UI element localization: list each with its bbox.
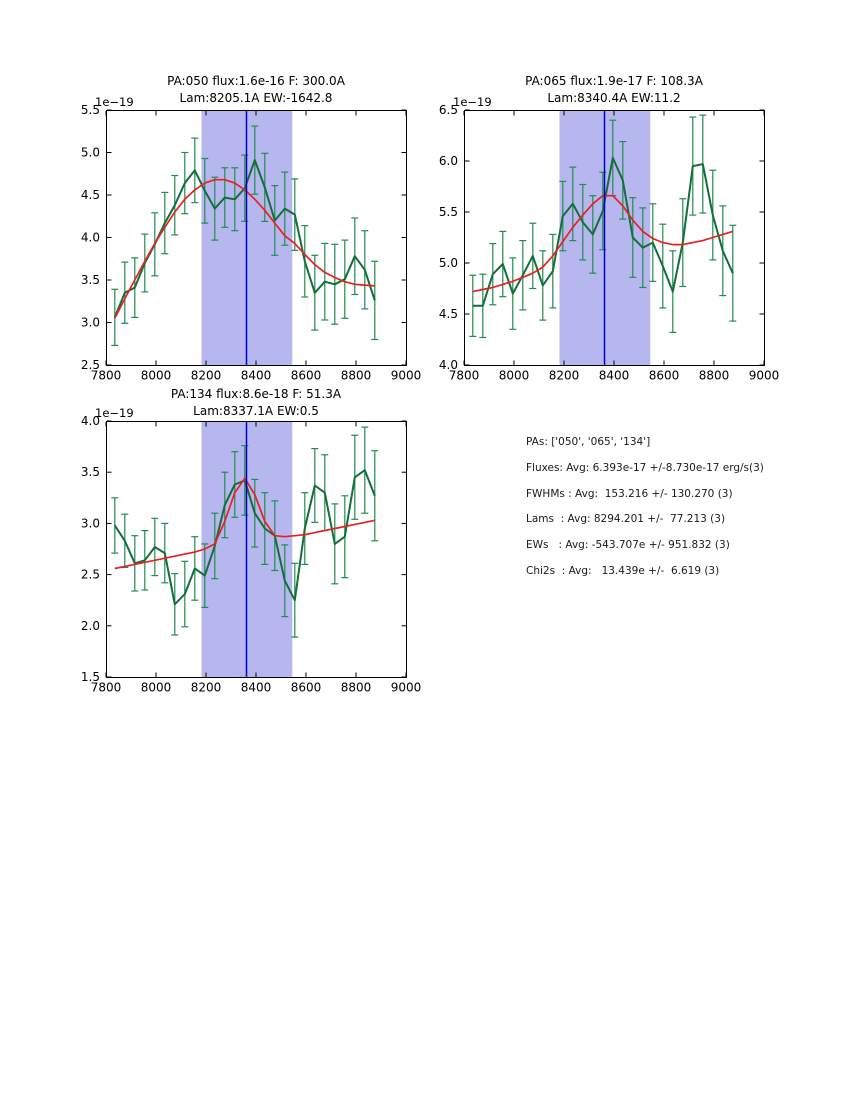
x-tick-label: 8200: [190, 680, 222, 695]
stats-panel: [526, 430, 764, 585]
y-tick-label: 3.0: [80, 315, 100, 330]
x-tick-label: 8600: [290, 368, 322, 383]
x-tick-label: 7800: [90, 368, 122, 383]
x-tick-label: 8000: [140, 680, 172, 695]
y-tick-label: 1.5: [80, 670, 100, 684]
y-axis-offset-label: 1e−19: [95, 95, 134, 109]
x-tick-label: 8000: [498, 368, 530, 383]
x-tick-label: 9000: [748, 368, 780, 383]
plot-pa065: [439, 95, 779, 383]
y-tick-label: 2.0: [80, 618, 100, 633]
x-tick-label: 8800: [698, 368, 730, 383]
plot-pa050: [81, 95, 421, 383]
y-axis-offset-label: 1e−19: [453, 95, 492, 109]
stats-line-chi2s: Chi2s : Avg: 13.439e +/- 6.619 (3): [526, 564, 720, 577]
y-tick-label: 5.0: [438, 256, 458, 270]
plot-pa050-title-line2: Lam:8205.1A EW:-1642.8: [179, 90, 333, 105]
stats-line-fwhms: FWHMs : Avg: 153.216 +/- 130.270 (3): [526, 487, 733, 500]
plot-pa050-title-line1: PA:050 flux:1.6e-16 F: 300.0A: [167, 73, 345, 88]
x-tick-label: 8400: [598, 368, 630, 383]
plot-pa065-title-line1: PA:065 flux:1.9e-17 F: 108.3A: [525, 73, 703, 88]
plot-pa134-title-line1: PA:134 flux:8.6e-18 F: 51.3A: [170, 386, 342, 401]
stats-line-ews: EWs : Avg: -543.707e +/- 951.832 (3): [526, 539, 730, 552]
x-tick-label: 8400: [240, 368, 272, 383]
y-tick-label: 6.0: [438, 154, 458, 168]
y-tick-label: 5.5: [80, 103, 100, 117]
x-tick-label: 8600: [290, 680, 322, 695]
y-tick-label: 3.5: [80, 273, 100, 287]
y-tick-label: 5.0: [80, 145, 100, 160]
y-tick-label: 4.5: [80, 188, 100, 202]
x-tick-label: 9000: [390, 368, 422, 383]
x-tick-label: 7800: [448, 368, 480, 383]
x-tick-label: 8200: [190, 368, 222, 383]
plot-pa134-title-line2: Lam:8337.1A EW:0.5: [193, 403, 319, 418]
y-tick-label: 4.0: [438, 358, 458, 372]
stats-line-pas: PAs: ['050', '065', '134']: [526, 436, 651, 448]
y-tick-label: 5.5: [438, 205, 458, 219]
y-tick-label: 6.5: [438, 103, 458, 117]
y-tick-label: 4.5: [438, 307, 458, 321]
plot-pa065-title-line2: Lam:8340.4A EW:11.2: [547, 90, 681, 105]
y-tick-label: 4.0: [80, 414, 100, 428]
y-tick-label: 2.5: [80, 358, 100, 372]
y-tick-label: 2.5: [80, 567, 100, 582]
plot-pa050-title: [106, 73, 406, 107]
stats-line-fluxes: Fluxes: Avg: 6.393e-17 +/-8.730e-17 erg/s(3): [526, 461, 764, 474]
x-tick-label: 7800: [90, 680, 122, 695]
y-axis-offset-label: 1e−19: [95, 406, 134, 420]
x-tick-label: 8800: [340, 680, 372, 695]
x-tick-label: 8000: [140, 368, 172, 383]
y-tick-label: 3.5: [80, 465, 100, 480]
plot-pa134-title: [106, 386, 406, 420]
y-tick-label: 4.0: [80, 230, 100, 245]
x-tick-label: 8800: [340, 368, 372, 383]
plot-pa134: [81, 406, 421, 695]
x-tick-label: 8600: [648, 368, 680, 383]
x-tick-label: 8400: [240, 680, 272, 695]
y-tick-label: 3.0: [80, 516, 100, 531]
plot-pa065-title: [464, 73, 764, 107]
x-tick-label: 8200: [548, 368, 580, 383]
x-tick-label: 9000: [390, 680, 422, 695]
stats-line-lams: Lams : Avg: 8294.201 +/- 77.213 (3): [526, 513, 726, 526]
